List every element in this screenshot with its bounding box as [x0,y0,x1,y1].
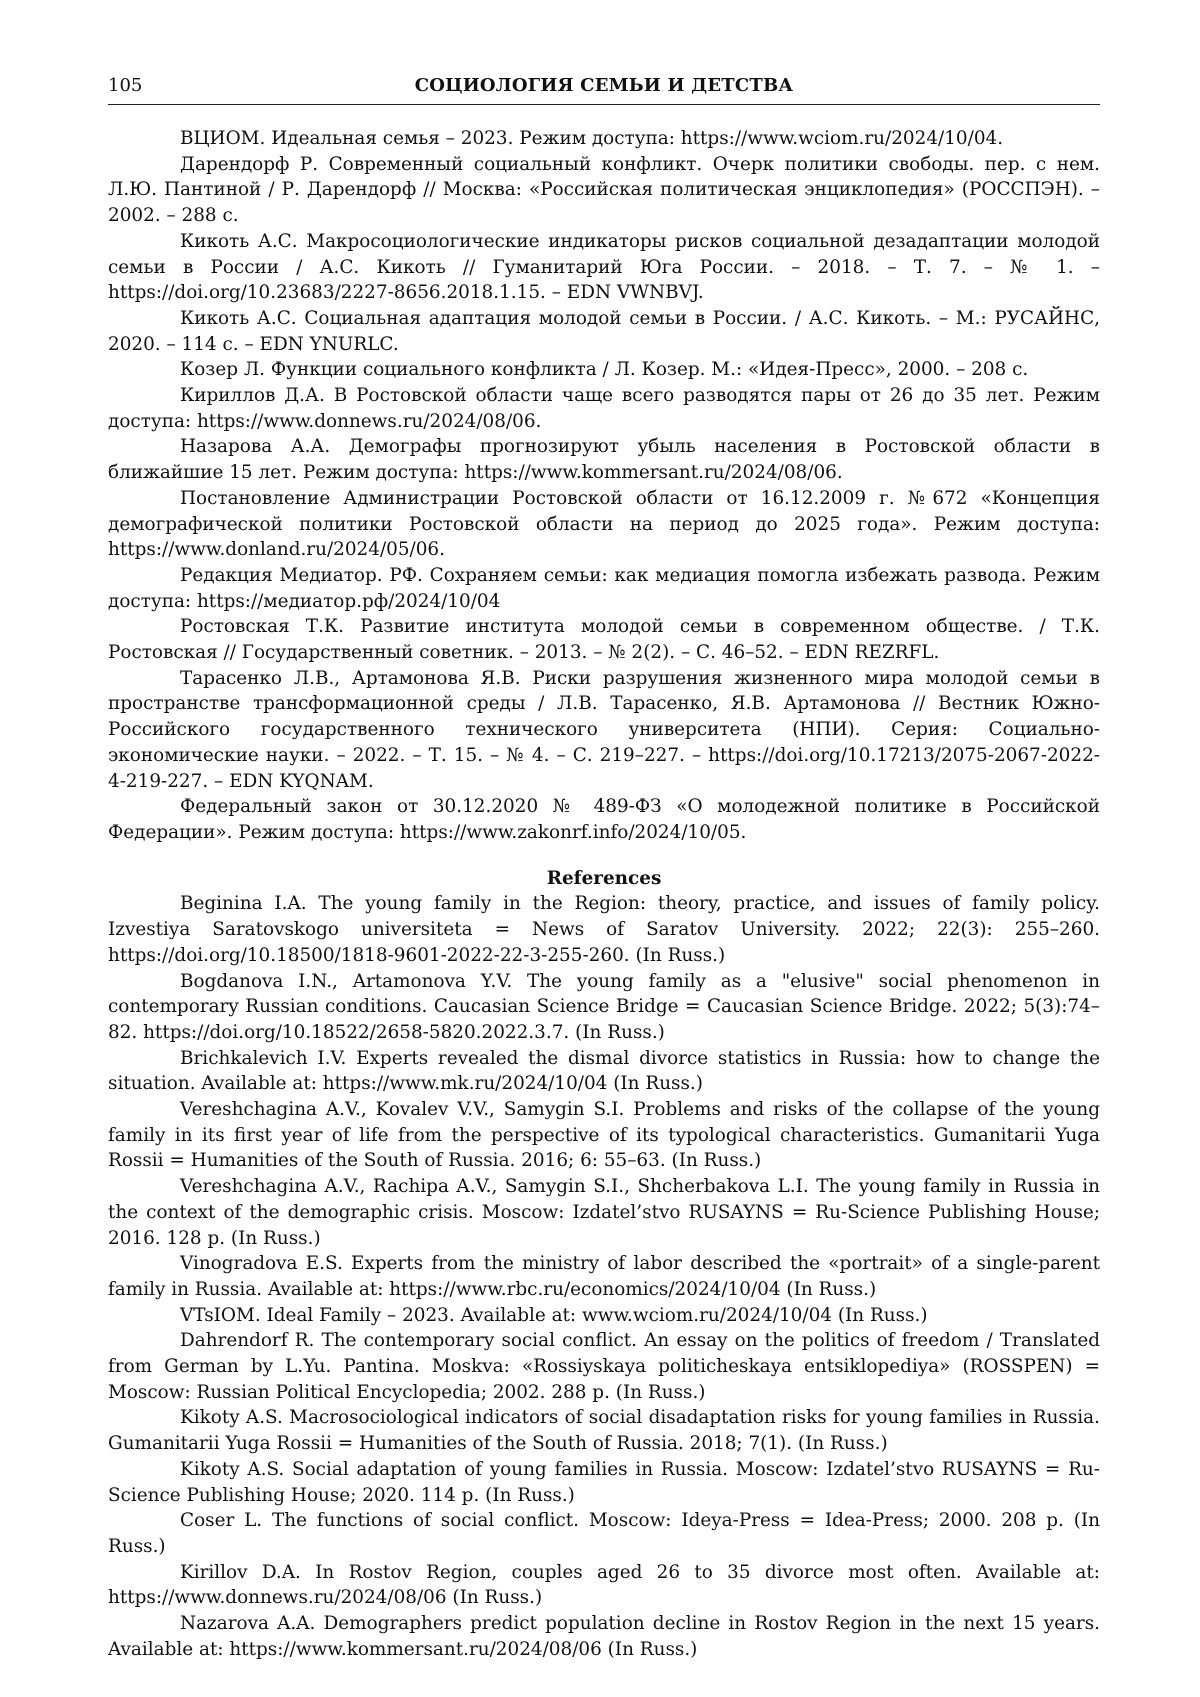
reference-entry [108,357,1100,383]
reference-text: Social adaptation of young families in Russia. Moscow: Izdatel’stvo RUSAYNS = Ru-Science Publishing House; 2020. 114 p. (In Russ.) [108,1459,1100,1506]
reference-tail: – 2013. – № 2(2). – С. 46–52. – EDN REZRFL. [514,642,939,663]
reference-entry [108,306,1100,357]
reference-text: Социальная адаптация молодой семьи в России. / А.С. Кикоть. – М.: [297,308,995,329]
reference-entry [108,486,1100,563]
reference-entry [108,1560,1100,1611]
reference-tail: 2016; 6: 55–63. (In Russ.) [515,1150,761,1171]
reference-tail: 2022; 22(3): 255–260. https://doi.org/10.18500/1818-9601-2022-22-3-255-260. (In Russ.) [108,919,1100,966]
reference-author: Kikoty A.S. [180,1407,283,1428]
reference-entry [108,1508,1100,1559]
reference-tail: 2020. – 114 с. – EDN YNURLC. [108,334,399,355]
reference-author: Vinogradova E.S. [180,1253,343,1274]
reference-author: Beginina I.A. [180,893,307,914]
reference-entry [108,434,1100,485]
reference-text: The young family in the Region: theory, practice, and issues of family policy. [307,893,1100,914]
reference-source: Ideya-Press [681,1510,789,1531]
reference-tail: 2002. 288 p. (In Russ.) [487,1382,705,1403]
reference-entry [108,1174,1100,1251]
reference-text: Функции социального конфликта / Л. Козер. М. [265,359,736,380]
reference-text: Сохраняем семьи: как медиация помогла избежать развода. Режим доступа: https://медиатор.рф/2024/10/04 [108,565,1100,612]
english-reference-list [108,891,1100,1662]
reference-author: Brichkalevich I.V. [180,1048,346,1069]
reference-source: : «Идея-Пресс», [736,359,892,380]
reference-source: Izvestiya Saratovskogo universiteta = News of Saratov University. [108,919,840,940]
reference-text: Современный социальный конфликт. Очерк политики свободы. пер. с нем. Л.Ю. Пантиной / Р. Дарендорф // [108,154,1100,201]
page-header [108,72,1100,105]
reference-text: Идеальная семья – 2023. Режим доступа: https://www.wciom.ru/2024/10/04. [265,128,1003,149]
reference-entry [108,229,1100,306]
reference-entry [108,1097,1100,1174]
reference-author: Coser L. [180,1510,262,1531]
reference-entry [108,1251,1100,1302]
reference-text: Федеральный закон от 30.12.2020 № 489-ФЗ «О молодежной политике в Российской Федерации». Режим доступа: https://www.zakonrf.info/2024/10/05. [108,796,1100,843]
reference-text: Demographers predict population decline in Rostov Region in the next 15 years. Available at: https://www.kommersant.ru/2024/08/06 (In Russ.) [108,1613,1100,1660]
reference-entry [108,666,1100,795]
reference-entry [108,563,1100,614]
reference-source: Москва: «Российская политическая энциклопедия» (РОССПЭН). [443,179,1084,200]
reference-source: Gumanitarii Yuga Rossii = Humanities of the South of Russia. [108,1433,684,1454]
reference-author: Bogdanova I.N., Artamonova Y.V. [180,971,512,992]
reference-entry [108,1046,1100,1097]
reference-author: Kikoty A.S. [180,1459,284,1480]
reference-source: Gumanitarii Yuga Rossii = Humanities of the South of Russia. [108,1125,1100,1172]
reference-tail: 2022; 5(3):74–82. https://doi.org/10.18522/2658-5820.2022.3.7. (In Russ.) [108,996,1100,1043]
reference-tail: – 2002. – 288 с. [108,179,1100,226]
running-title: СОЦИОЛОГИЯ СЕМЬИ И ДЕТСТВА [108,75,1100,96]
reference-author: Тарасенко Л.В., Артамонова Я.В. [180,668,521,689]
reference-tail: 2018; 7(1). (In Russ.) [684,1433,888,1454]
reference-author: Kirillov D.A. [180,1562,301,1583]
reference-entry [108,383,1100,434]
reference-entry [108,1328,1100,1405]
reference-tail: – 2022. – Т. 15. – № 4. – С. 219–227. – https://doi.org/10.17213/2075-2067-2022-4-219-227. – EDN KYQNAM. [108,745,1100,792]
reference-entry [108,152,1100,229]
reference-tail: 2000. – 208 с. [892,359,1028,380]
reference-text: Macrosociological indicators of social disadaptation risks for young families in Russia. [283,1407,1100,1428]
reference-entry [108,891,1100,968]
reference-source: Caucasian Science Bridge = Caucasian Science Bridge. [434,996,958,1017]
reference-author: Ростовская Т.К. [180,616,344,637]
reference-text: Макросоциологические индикаторы рисков социальной дезадаптации молодой семьи в России / А.С. Кикоть // [108,231,1100,278]
reference-source: Moskva: «Rossiyskaya politicheskaya entsiklopediya» (ROSSPEN) = Moscow: Russian Political Encyclopedia; [108,1356,1100,1403]
page-number: 105 [108,75,142,96]
reference-author: ВЦИОМ. [180,128,265,149]
reference-author: Кириллов Д.А. [180,385,325,406]
reference-text: Experts from the ministry of labor described the «portrait» of a single-parent family in Russia. Available at: https://www.rbc.ru/economics/2024/10/04 (In Russ.) [108,1253,1100,1300]
reference-author: Vereshchagina A.V., Kovalev V.V., Samygin S.I. [180,1099,624,1120]
reference-entry [108,794,1100,845]
reference-text: Problems and risks of the collapse of the young family in its first year of life from the perspective of its typological characteristics. [108,1099,1100,1146]
reference-text: The young family as a "elusive" social phenomenon in contemporary Russian conditions. [108,971,1100,1018]
reference-author: Дарендорф Р. [180,154,318,175]
reference-author: Кикоть А.С. [180,308,297,329]
reference-text: Развитие института молодой семьи в современном обществе. / Т.К. Ростовская // [108,616,1100,663]
reference-text: Риски разрушения жизненного мира молодой семьи в пространстве трансформационной среды / Л.В. Тарасенко, Я.В. Артамонова // [108,668,1100,715]
reference-tail: – 2018. – Т. 7. – № 1. – https://doi.org/10.23683/2227-8656.2018.1.15. – EDN VWNBVJ. [108,257,1100,304]
reference-entry [108,969,1100,1046]
reference-author: Козер Л. [180,359,265,380]
reference-text: Experts revealed the dismal divorce statistics in Russia: how to change the situation. Available at: https://www.mk.ru/2024/10/04 (In Russ.) [108,1048,1100,1095]
reference-text: The young family in Russia in the context of the demographic crisis. Moscow: Izdatel’stvo RUSAYNS = Ru-Science Publishing House; 2016. 128 p. (In Russ.) [108,1176,1100,1248]
reference-source: Вестник Южно-Российского государственного технического университета (НПИ). Серия: Социально-экономические науки. [108,693,1100,765]
reference-source: Гуманитарий Юга России. [492,257,774,278]
reference-text: Постановление Администрации Ростовской области от 16.12.2009 г. №672 «Концепция демографической политики Ростовской области на период до 2025 года». Режим доступа: https://www.donland.ru/2024/05/06. [108,488,1100,560]
reference-author: Кикоть А.С. [180,231,298,252]
reference-text: Ideal Family – 2023. Available at: www.wciom.ru/2024/10/04 (In Russ.) [261,1305,928,1326]
reference-text: The functions of social conflict. Moscow: [262,1510,681,1531]
reference-author: Назарова А.А. [180,436,330,457]
reference-author: Vereshchagina A.V., Rachipa A.V., Samygin S.I., Shcherbakova L.I. [180,1176,809,1197]
reference-entry [108,1457,1100,1508]
reference-source: Государственный советник. [242,642,514,663]
reference-text: The contemporary social conflict. An essay on the politics of freedom / Translated from German by L.Yu. Pantina. [108,1330,1100,1377]
reference-author: Редакция Медиатор. РФ. [180,565,423,586]
reference-body [108,126,1100,1662]
reference-author: Dahrendorf R. [180,1330,314,1351]
reference-entry [108,126,1100,152]
reference-text: Демографы прогнозируют убыль населения в Ростовской области в ближайшие 15 лет. Режим доступа: https://www.kommersant.ru/2024/08/06. [108,436,1100,483]
reference-entry [108,1303,1100,1329]
references-heading: References [108,866,1100,892]
reference-author: Nazarova A.A. [180,1613,315,1634]
reference-tail: = Idea-Press; 2000. 208 p. (In Russ.) [108,1510,1100,1557]
reference-author: VTsIOM. [180,1305,261,1326]
reference-entry [108,1611,1100,1662]
reference-entry [108,1405,1100,1456]
reference-source: РУСАЙНС, [994,308,1100,329]
journal-page [0,0,1200,1697]
reference-text: В Ростовской области чаще всего разводятся пары от 26 до 35 лет. Режим доступа: https://www.donnews.ru/2024/08/06. [108,385,1100,432]
reference-entry [108,614,1100,665]
russian-reference-list [108,126,1100,846]
reference-text: In Rostov Region, couples aged 26 to 35 divorce most often. Available at: https://www.donnews.ru/2024/08/06 (In Russ.) [108,1562,1100,1609]
